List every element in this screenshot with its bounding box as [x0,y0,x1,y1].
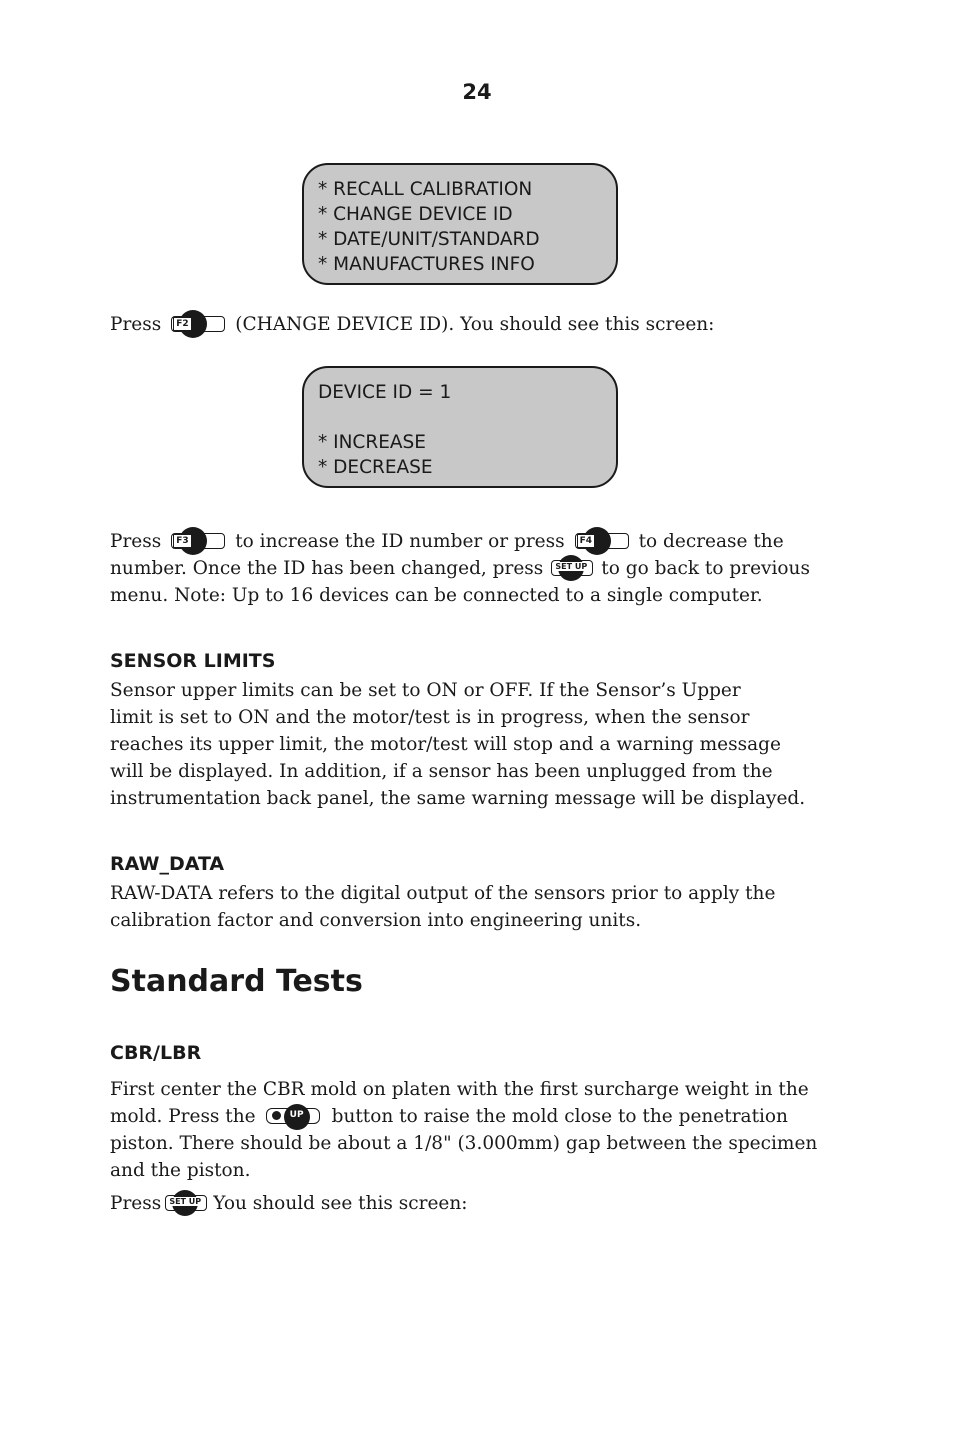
lcd-line: * DECREASE [318,457,433,478]
text-line: calibration factor and conversion into engineering units. [110,910,642,931]
lcd-line: DEVICE ID = 1 [318,382,452,403]
paragraph-sensor-limits [110,677,805,812]
text: to go back to previous [601,558,810,579]
text: You should see this screen: [213,1193,468,1214]
key-label: F3 [173,534,191,548]
key-label: F4 [577,534,595,548]
lcd-line [318,405,616,430]
text: Press [110,1193,162,1214]
text: button to raise the mold close to the penetration [331,1106,788,1127]
lcd-line: * INCREASE [318,432,426,453]
text-line: First center the CBR mold on platen with the first surcharge weight in the [110,1079,809,1100]
lcd-line: * CHANGE DEVICE ID [318,204,513,225]
lcd-screen-main-menu [302,163,618,285]
key-label: F2 [173,317,191,331]
text: Press [110,531,162,552]
text-line: piston. There should be about a 1/8" (3.000mm) gap between the specimen [110,1133,818,1154]
text: Press [110,314,162,335]
text: to increase the ID number or press [235,531,565,552]
text: mold. Press the [110,1106,256,1127]
heading-raw-data: RAW_DATA [110,853,225,875]
paragraph-press-setup [110,1190,468,1217]
text-line: instrumentation back panel, the same warning message will be displayed. [110,788,806,809]
lcd-screen-device-id [302,366,618,488]
text-line: reaches its upper limit, the motor/test will stop and a warning message [110,734,781,755]
setup-key-icon [165,1190,207,1218]
lcd-line: * DATE/UNIT/STANDARD [318,229,540,250]
heading-cbr-lbr: CBR/LBR [110,1042,202,1064]
lcd-line: * MANUFACTURES INFO [318,254,535,275]
text-line: will be displayed. In addition, if a sensor has been unplugged from the [110,761,773,782]
paragraph-device-id-instructions [110,528,810,609]
text-line: limit is set to ON and the motor/test is in progress, when the sensor [110,707,750,728]
paragraph-press-f2 [110,311,714,338]
key-label: UP [289,1109,304,1120]
text: to decrease the [638,531,784,552]
heading-standard-tests: Standard Tests [110,964,363,999]
key-label: SET UP [167,1197,203,1206]
f3-key-icon [171,527,225,557]
heading-sensor-limits: SENSOR LIMITS [110,650,276,672]
paragraph-cbr [110,1076,817,1184]
lcd-line: * RECALL CALIBRATION [318,179,533,200]
text: menu. Note: Up to 16 devices can be connected to a single computer. [110,585,763,606]
text-line: Sensor upper limits can be set to ON or OFF. If the Sensor’s Upper [110,680,741,701]
paragraph-raw-data [110,880,775,934]
text-line: and the piston. [110,1160,251,1181]
text: number. Once the ID has been changed, press [110,558,544,579]
page-number: 24 [462,80,492,104]
up-key-icon [266,1104,322,1130]
f4-key-icon [575,527,629,557]
text: (CHANGE DEVICE ID). You should see this screen: [235,314,715,335]
text-line: RAW-DATA refers to the digital output of the sensors prior to apply the [110,883,776,904]
setup-key-icon [551,555,593,583]
key-label: SET UP [553,562,589,571]
f2-key-icon [171,310,225,340]
